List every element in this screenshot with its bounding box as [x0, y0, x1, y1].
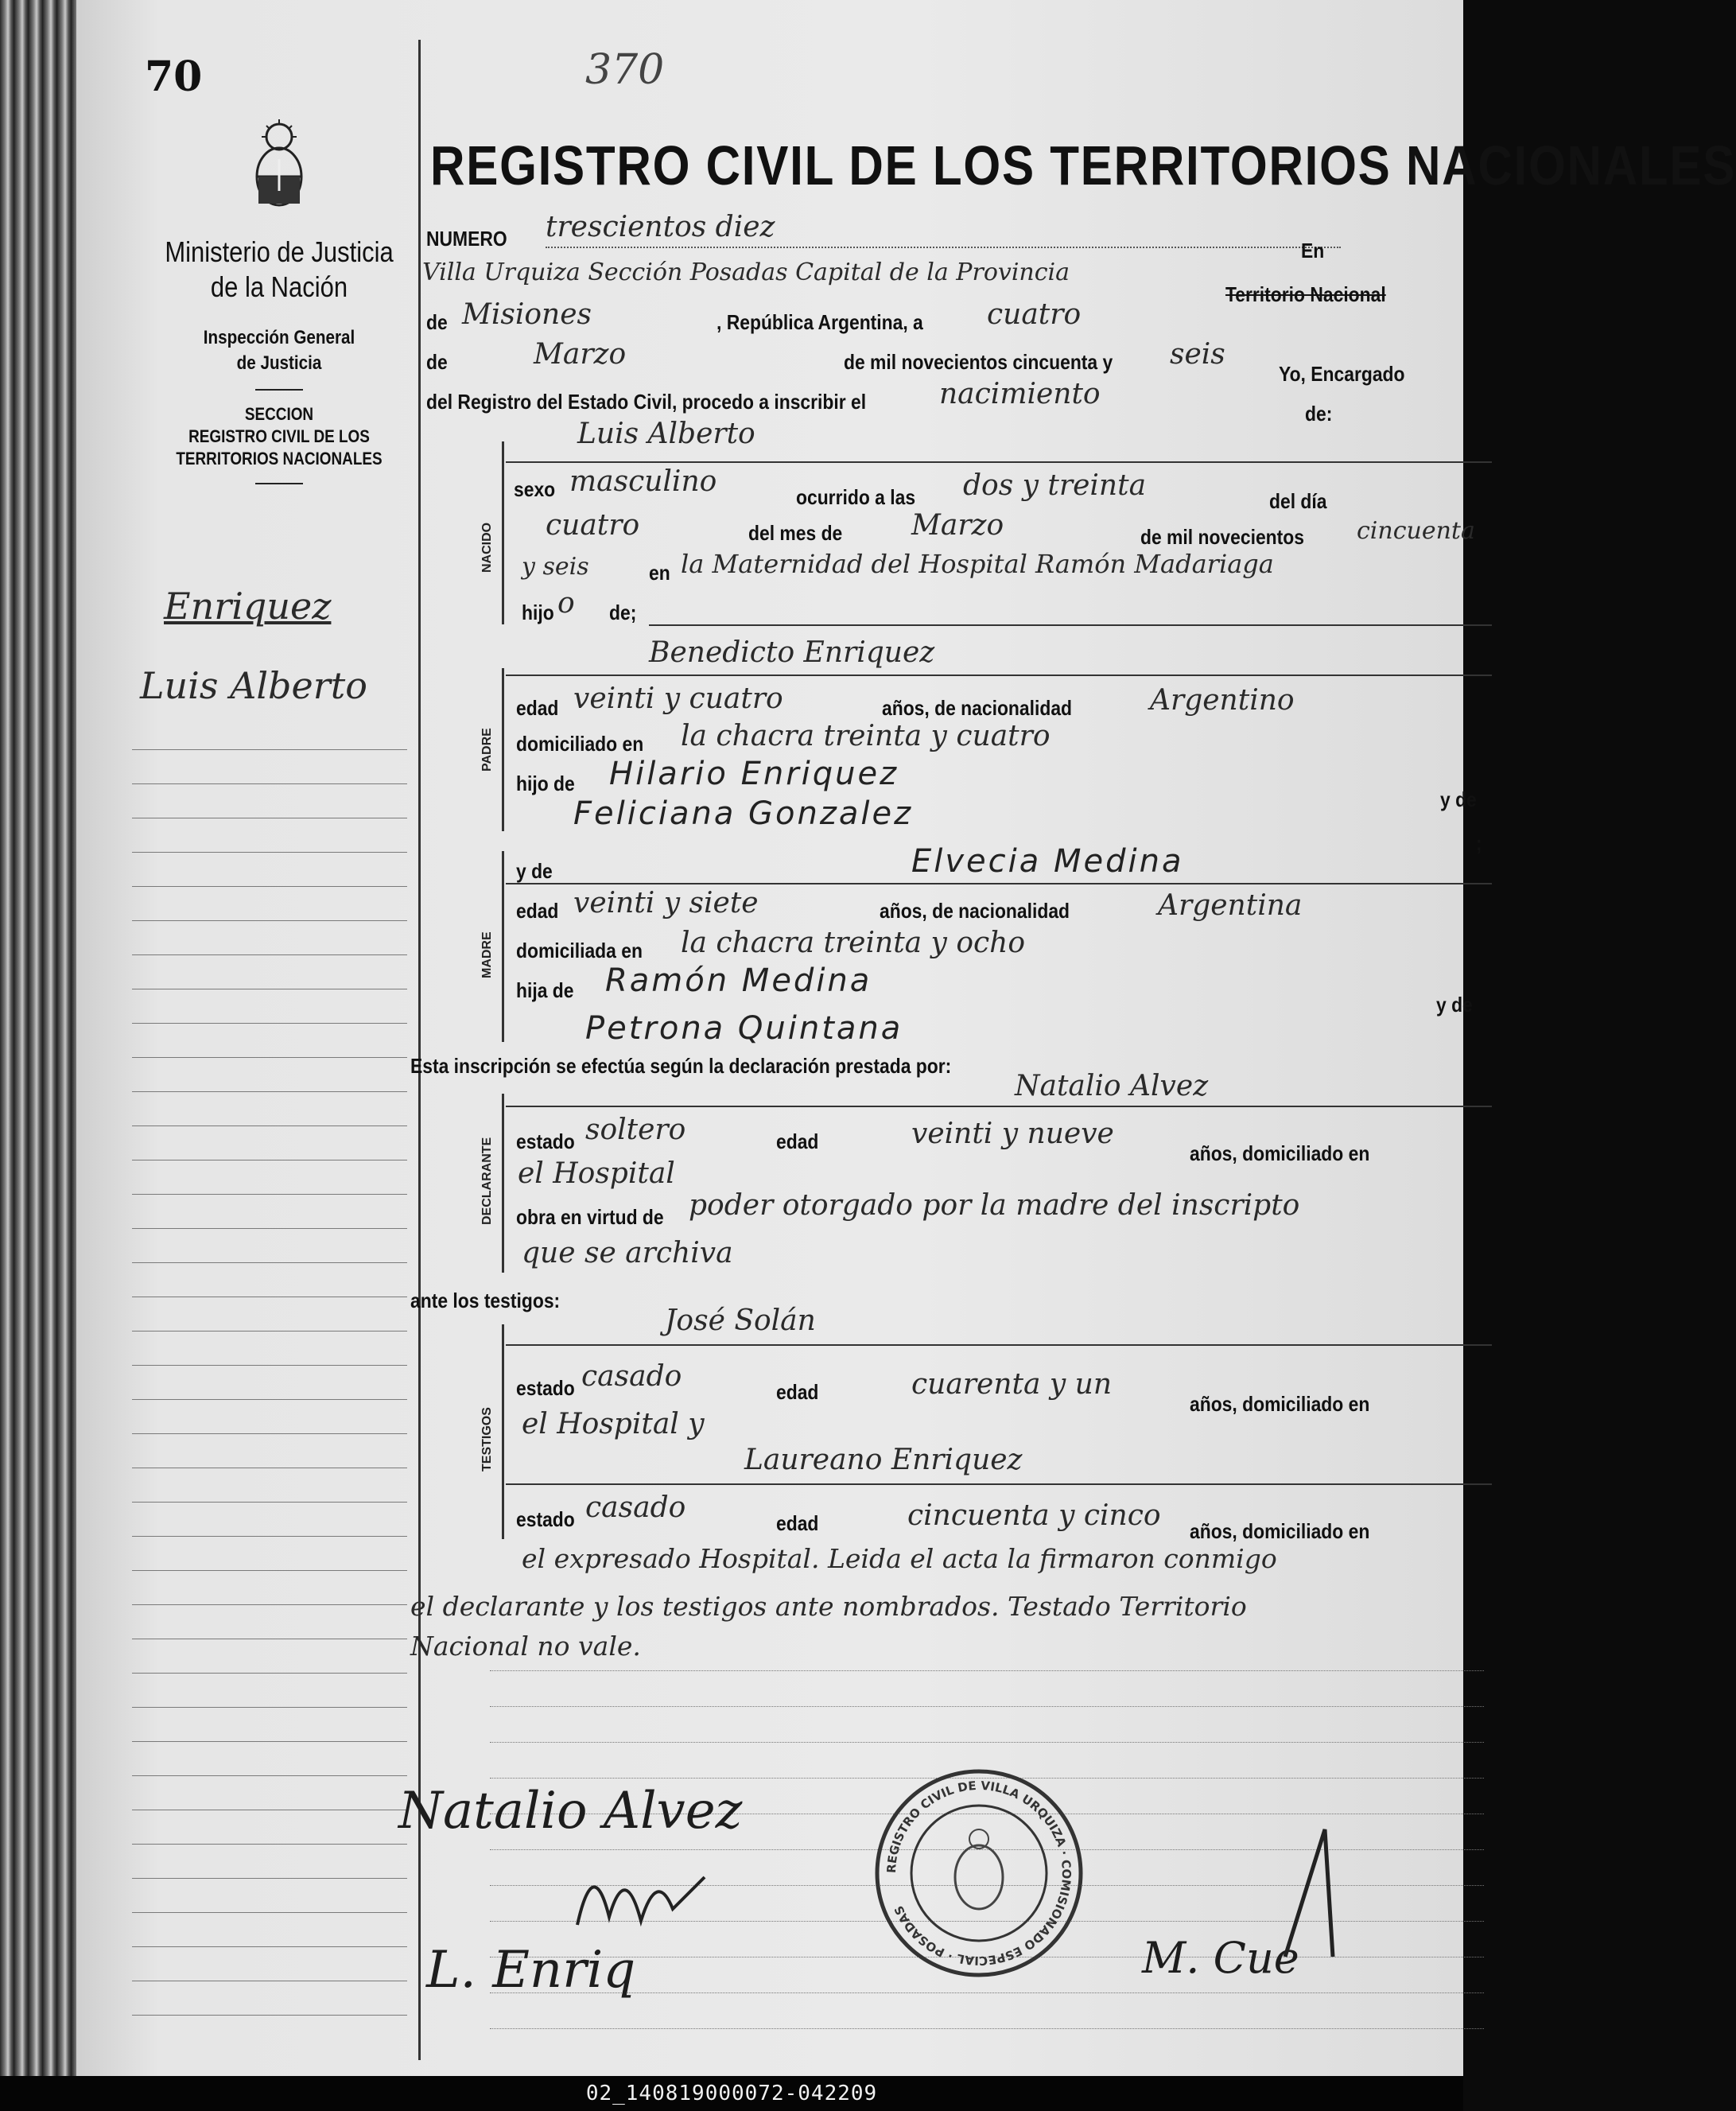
label-ante: ante los testigos: — [410, 1289, 561, 1312]
label-de-colon: de: — [1305, 402, 1333, 426]
hw-nombre: Luis Alberto — [577, 418, 755, 450]
label-hijo: hijo — [522, 601, 554, 624]
label-territorio: Territorio Nacional — [1225, 282, 1386, 306]
inspeccion-line-2: de Justicia — [236, 352, 322, 374]
hw-lugar-nac: la Maternidad del Hospital Ramón Madariaga — [681, 549, 1274, 579]
hw-declarante: Natalio Alvez — [1015, 1070, 1209, 1102]
section-bracket — [502, 441, 504, 624]
ledger-lines — [132, 716, 407, 2016]
seccion-line-3: TERRITORIOS NACIONALES — [176, 449, 383, 468]
hw-t2-estado: casado — [585, 1491, 686, 1524]
label-madre: MADRE — [480, 931, 494, 978]
stamp-text: REGISTRO CIVIL DE VILLA URQUIZA · COMISIONADO ESPECIAL · POSADAS — [884, 1778, 1074, 1969]
label-de-mil: de mil novecientos cincuenta y — [844, 350, 1113, 374]
label-obra: obra en virtud de — [516, 1205, 664, 1229]
name-underline — [506, 461, 1492, 463]
hw-sexo: masculino — [569, 465, 717, 498]
line — [506, 1106, 1492, 1107]
label-semicolon: ; — [1476, 831, 1482, 855]
signature-encargado: M. Cue — [1142, 1933, 1299, 1983]
hw-madre-nac: Argentina — [1158, 889, 1303, 922]
line — [649, 624, 1492, 626]
label-del-dia: del día — [1269, 489, 1327, 513]
label-de-mil-2: de mil novecientos — [1140, 525, 1304, 549]
label-domiciliada-en: domiciliada en — [516, 939, 643, 962]
margin-surname: Enriquez — [164, 585, 332, 628]
label-edad-decl: edad — [776, 1129, 819, 1153]
label-anos-nac: años, de nacionalidad — [882, 696, 1073, 720]
seccion-line-1: SECCION — [244, 404, 314, 424]
label-de: de — [426, 310, 448, 334]
hw-hijo: o — [557, 587, 575, 620]
label-y-de: y de — [1440, 787, 1477, 811]
label-esta-inscripcion: Esta inscripción se efectúa según la declaración prestada por: — [410, 1054, 952, 1078]
document-title: REGISTRO CIVIL DE LOS TERRITORIOS NACIONALES — [430, 134, 1736, 196]
label-anos-dom: años, domiciliado en — [1190, 1141, 1370, 1165]
hw-hora: dos y treinta — [963, 469, 1147, 502]
label-del-mes: del mes de — [748, 521, 843, 545]
hw-dia-nac: cuatro — [546, 509, 640, 542]
ruled-line — [490, 1670, 1484, 1671]
hw-t2-edad: cincuenta y cinco — [907, 1499, 1161, 1532]
hw-decl-obra-2: que se archiva — [522, 1237, 733, 1269]
label-estado: estado — [516, 1129, 575, 1153]
hw-padre-nac: Argentino — [1150, 684, 1295, 717]
label-edad: edad — [516, 696, 559, 720]
hw-padre-dom: la chacra treinta y cuatro — [681, 720, 1051, 752]
label-del-registro: del Registro del Estado Civil, procedo a inscribir el — [426, 390, 867, 414]
hw-testigo-1: José Solán — [665, 1304, 816, 1337]
hw-madre-dom: la chacra treinta y ocho — [681, 927, 1026, 959]
section-bracket — [502, 668, 504, 831]
official-seal-stamp — [872, 1766, 1086, 1981]
hw-testigo-2: Laureano Enriquez — [744, 1444, 1023, 1476]
line — [506, 1344, 1492, 1346]
label-sexo: sexo — [514, 477, 556, 501]
hw-acto: nacimiento — [939, 378, 1101, 410]
argentine-coat-of-arms-icon — [250, 119, 308, 213]
initials-scribble-icon — [569, 1845, 713, 1941]
left-sidebar — [124, 119, 434, 497]
ministerio-line-1: Ministerio de Justicia — [165, 235, 394, 268]
section-bracket — [502, 1094, 504, 1273]
divider — [255, 389, 303, 391]
label-de-2: de — [426, 350, 448, 374]
label-numero: NUMERO — [426, 227, 507, 251]
hw-numero: trescientos diez — [546, 211, 775, 243]
book-spine — [0, 0, 76, 2076]
line — [506, 675, 1492, 676]
label-edad-t2: edad — [776, 1511, 819, 1535]
ruled-line — [490, 2028, 1484, 2029]
page-number: 70 — [145, 52, 203, 101]
hw-decl-estado: soltero — [585, 1114, 686, 1146]
ruled-line — [490, 1992, 1484, 1993]
label-hijo-de: hijo de — [516, 772, 575, 795]
hw-t1-edad: cuarenta y un — [911, 1368, 1113, 1401]
line — [506, 883, 1492, 884]
section-bracket — [502, 1324, 504, 1539]
signature-declarante: Natalio Alvez — [398, 1782, 743, 1841]
hw-abuela-p: Feliciana Gonzalez — [573, 795, 914, 832]
hw-anio-nac-1: cincuenta — [1357, 517, 1475, 545]
hw-padre-edad: veinti y cuatro — [573, 682, 783, 715]
label-testigos: TESTIGOS — [480, 1407, 494, 1471]
label-en: En — [1301, 239, 1325, 262]
hw-decl-obra-1: poder otorgado por la madre del inscripto — [689, 1189, 1300, 1222]
label-edad-madre: edad — [516, 899, 559, 923]
label-en-2: en — [649, 561, 670, 585]
ruled-line — [490, 1742, 1484, 1743]
document-page — [76, 0, 1736, 2076]
inspeccion-line-1: Inspección General — [203, 327, 355, 348]
ministerio-line-2: de la Nación — [210, 270, 348, 303]
hw-t1-dom: el Hospital y — [522, 1408, 705, 1440]
label-de-3: de; — [609, 601, 637, 624]
label-edad-t1: edad — [776, 1380, 819, 1404]
hw-mes: Marzo — [534, 338, 627, 371]
label-estado-t2: estado — [516, 1507, 575, 1531]
label-anos-dom-t2: años, domiciliado en — [1190, 1519, 1370, 1543]
label-padre: PADRE — [480, 728, 494, 772]
label-anos-dom-t1: años, domiciliado en — [1190, 1392, 1370, 1416]
seccion-line-2: REGISTRO CIVIL DE LOS — [188, 426, 370, 446]
hw-decl-edad: veinti y nueve — [911, 1118, 1114, 1150]
label-hija-de: hija de — [516, 978, 574, 1002]
image-footer-id: 02_140819000072-042209 — [0, 2076, 1463, 2111]
hw-madre: Elvecia Medina — [911, 843, 1184, 880]
hw-abuelo-m: Ramón Medina — [605, 962, 872, 999]
label-estado-t1: estado — [516, 1376, 575, 1400]
hw-mes-nac: Marzo — [911, 509, 1004, 542]
hw-abuela-m: Petrona Quintana — [585, 1010, 903, 1047]
margin-given-name: Luis Alberto — [140, 664, 367, 707]
hw-madre-edad: veinti y siete — [573, 887, 759, 919]
hw-lugar: Villa Urquiza Sección Posadas Capital de la Provincia — [422, 259, 1070, 286]
label-domiciliado-en: domiciliado en — [516, 732, 644, 756]
signature-testigo: L. Enriq — [426, 1941, 636, 2000]
hw-dia: cuatro — [987, 298, 1082, 331]
hw-t2-dom-1: el expresado Hospital. Leida el acta la firmaron conmigo — [522, 1543, 1277, 1574]
line — [546, 247, 1341, 248]
hw-t2-dom-2: el declarante y los testigos ante nombrados. Testado Territorio — [410, 1591, 1247, 1622]
divider — [255, 483, 303, 484]
hw-padre: Benedicto Enriquez — [649, 636, 935, 669]
hw-anio: seis — [1170, 338, 1225, 371]
line — [506, 1483, 1492, 1485]
label-y-de-madre: y de — [516, 859, 553, 883]
label-anos-nac-madre: años, de nacionalidad — [880, 899, 1070, 923]
ruled-line — [490, 1706, 1484, 1707]
label-declarante: DECLARANTE — [480, 1137, 494, 1225]
hw-t2-dom-3: Nacional no vale. — [410, 1631, 641, 1662]
svg-text:REGISTRO CIVIL DE VILLA URQUIZ — [884, 1779, 1074, 1968]
hw-t1-estado: casado — [581, 1360, 682, 1393]
label-y-de-2: y de — [1436, 993, 1473, 1017]
hw-anio-nac-2: y seis — [522, 553, 589, 581]
label-republica: , República Argentina, a — [717, 310, 923, 334]
label-yo: Yo, Encargado — [1279, 362, 1405, 386]
hw-decl-dom: el Hospital — [518, 1157, 675, 1190]
hw-abuelo-p: Hilario Enriquez — [609, 756, 899, 792]
label-nacido: NACIDO — [480, 522, 494, 573]
label-ocurrido: ocurrido a las — [796, 485, 916, 509]
hw-provincia: Misiones — [462, 298, 592, 331]
section-bracket — [502, 851, 504, 1042]
signature-stroke-icon — [1277, 1821, 1373, 1965]
handwritten-number: 370 — [585, 46, 665, 94]
